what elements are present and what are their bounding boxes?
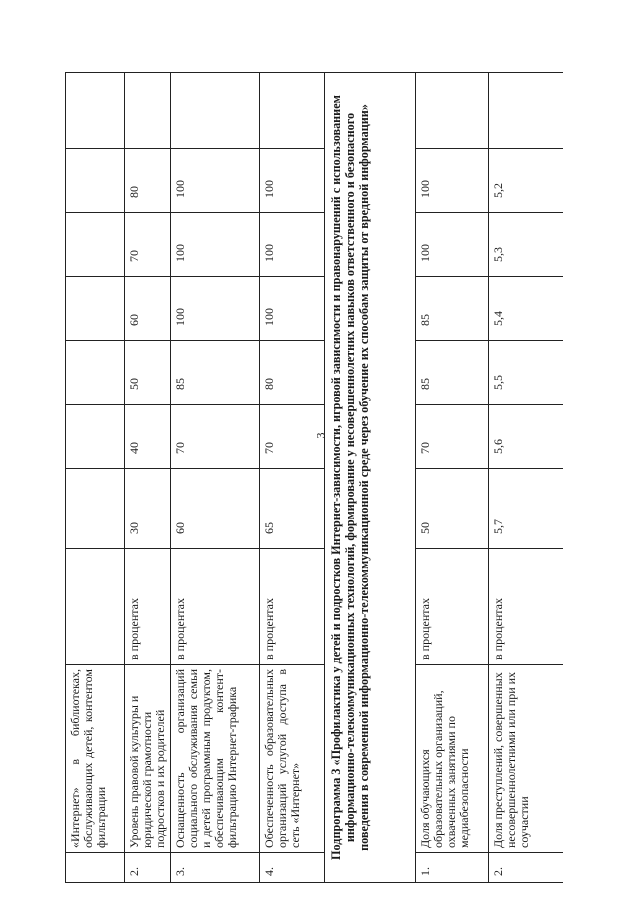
value-cell: 5,5: [489, 341, 564, 405]
value-cell: 100: [260, 213, 325, 277]
value-cell: 70: [260, 405, 325, 469]
indicator-name: Оснащенность организаций социального обслуживания семьи и детей программным продуктом, обеспечивающим контент-фильтрацию Интернет-трафика: [171, 665, 260, 853]
table-row: [416, 73, 489, 883]
value-cell: 100: [260, 277, 325, 341]
table-row: [66, 73, 125, 883]
table-row: [171, 73, 260, 883]
unit-cell: в процентах: [125, 549, 171, 665]
row-number: [66, 853, 125, 883]
row-number: 3.: [171, 853, 260, 883]
value-cell: [260, 73, 325, 149]
value-cell: 100: [171, 277, 260, 341]
value-cell: [171, 73, 260, 149]
table-row: [125, 73, 171, 883]
value-cell: 100: [416, 149, 489, 213]
value-cell: 50: [416, 469, 489, 549]
value-cell: 80: [125, 149, 171, 213]
indicator-name: Доля преступлений, совершенных несовершеннолетними или при их соучастии: [489, 665, 564, 853]
unit-cell: в процентах: [171, 549, 260, 665]
value-cell: [66, 73, 125, 149]
row-number: 1.: [416, 853, 489, 883]
value-cell: 60: [125, 277, 171, 341]
value-cell: 80: [260, 341, 325, 405]
indicator-name: Доля обучающихся образовательных организаций, охваченных занятиями по медиабезопасности: [416, 665, 489, 853]
row-number: 2.: [489, 853, 564, 883]
value-cell: 30: [125, 469, 171, 549]
value-cell: 40: [125, 405, 171, 469]
value-cell: [125, 73, 171, 149]
row-number: 2.: [125, 853, 171, 883]
value-cell: 85: [416, 341, 489, 405]
value-cell: 100: [171, 149, 260, 213]
value-cell: [416, 73, 489, 149]
value-cell: 70: [416, 405, 489, 469]
value-cell: 5,2: [489, 149, 564, 213]
rotated-table-sheet: [65, 73, 535, 883]
value-cell: 5,6: [489, 405, 564, 469]
table-row: [260, 73, 325, 883]
indicator-name: Обеспеченность образовательных организаций услугой доступа в сеть «Интернет»: [260, 665, 325, 853]
value-cell: [66, 341, 125, 405]
value-cell: 85: [171, 341, 260, 405]
value-cell: 100: [171, 213, 260, 277]
unit-cell: в процентах: [260, 549, 325, 665]
value-cell: [66, 277, 125, 341]
value-cell: 100: [416, 213, 489, 277]
unit-cell: в процентах: [416, 549, 489, 665]
value-cell: 100: [260, 149, 325, 213]
indicator-name: «Интернет» в библиотеках, обслуживающих детей, контентом фильтрации: [66, 665, 125, 853]
table-row: [489, 73, 564, 883]
value-cell: 70: [125, 213, 171, 277]
row-number: 4.: [260, 853, 325, 883]
subprogram-heading: Подпрограмма 3 «Профилактика у детей и подростков Интернет-зависимости, игровой зависимости и правонарушений с использованием информационно-телекоммуникационных технологий, формирование у несовершеннолетних навыков ответственного и безопасного поведения в современной информационно-телекоммуникационной среде через обучение их способам защиты от вредной информации»: [325, 73, 416, 883]
value-cell: 60: [171, 469, 260, 549]
value-cell: [66, 469, 125, 549]
value-cell: [66, 213, 125, 277]
unit-cell: в процентах: [489, 549, 564, 665]
page-number: 3: [313, 432, 328, 439]
value-cell: [489, 73, 564, 149]
value-cell: 65: [260, 469, 325, 549]
subprogram-row: [325, 73, 416, 883]
value-cell: 5,3: [489, 213, 564, 277]
value-cell: 5,4: [489, 277, 564, 341]
value-cell: [66, 149, 125, 213]
indicators-table: [65, 72, 563, 883]
value-cell: 50: [125, 341, 171, 405]
value-cell: [66, 405, 125, 469]
unit-cell: [66, 549, 125, 665]
value-cell: 70: [171, 405, 260, 469]
value-cell: 85: [416, 277, 489, 341]
indicator-name: Уровень правовой культуры и юридической грамотности подростков и их родителей: [125, 665, 171, 853]
value-cell: 5,7: [489, 469, 564, 549]
